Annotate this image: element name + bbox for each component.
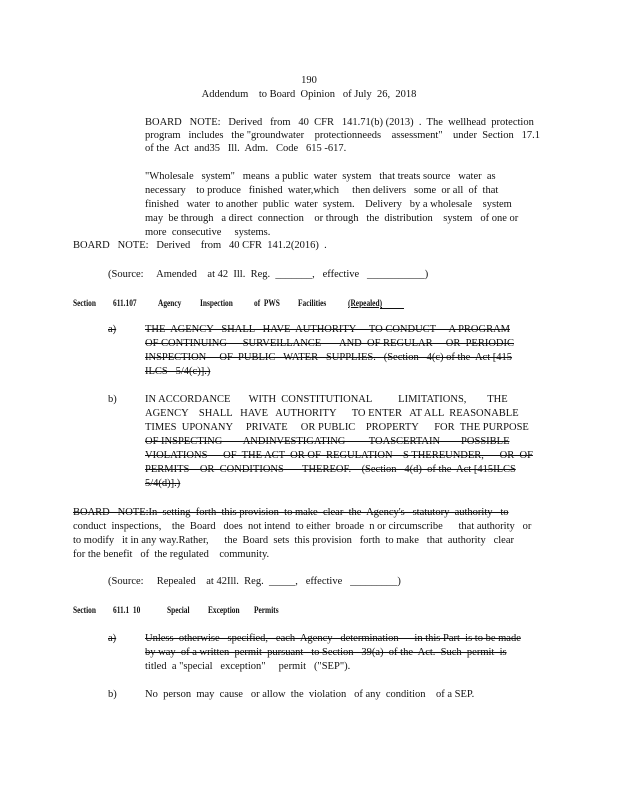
note1-line-2: program includes the "groundwater protectionneeds assessment" under Section 17.1 (145, 130, 540, 141)
note3-line-2: conduct inspections, the Board does not intend to either broade n or circumscribe that authority or (73, 521, 532, 532)
item2-a-label: a) (108, 633, 117, 644)
section2-number: 611.1 10 (113, 605, 141, 615)
board-note-derived: BOARD NOTE: Derived from 40 CFR 141.2(2016) . (73, 240, 327, 251)
section2-title-word-2: Exception (208, 605, 240, 615)
item-b-line-4: OF INSPECTING ANDINVESTIGATING TOASCERTAIN POSSIBLE (145, 436, 510, 447)
note3-line-3: to modify it in any way.Rather, the Board sets this provision forth to make that authority clear (73, 535, 514, 546)
source-repealed: (Source: Repealed at 42Ill. Reg. _____, effective _________) (108, 576, 401, 587)
item2-a-line-1: Unless otherwise specified, each Agency determination in this Part is to be made (145, 633, 521, 644)
item-b-line-7: 5/4(d)].) (145, 478, 181, 489)
wholesale-line-3: finished water to another public water system. Delivery by a wholesale system (145, 199, 512, 210)
note1-line-1: BOARD NOTE: Derived from 40 CFR 141.71(b) (2013) . The wellhead protection (145, 117, 534, 128)
page-number: 190 (301, 75, 317, 86)
section-number: 611.107 (113, 298, 137, 308)
item-a-line-3: INSPECTION OF PUBLIC WATER SUPPLIES. (Section 4(c) of the Act [415 (145, 352, 513, 363)
item-b-label: b) (108, 394, 117, 405)
item-a-label: a) (108, 324, 117, 335)
section2-label: Section (73, 605, 96, 615)
wholesale-line-5: more consecutive systems. (145, 227, 271, 238)
status-underline (380, 308, 404, 309)
item-b-line-5: VIOLATIONS OF THE ACT OR OF REGULATION S THEREUNDER, OR OF (145, 450, 533, 461)
section-title-word-2: Inspection (200, 298, 233, 308)
item-a-line-4: ILCS 5/4(c)].) (145, 366, 211, 377)
page-subtitle: Addendum to Board Opinion of July 26, 2018 (201, 89, 417, 100)
section-title-word-3: of PWS (254, 298, 280, 308)
item2-a-line-2: by way of a written permit pursuant to Section 39(a) of the Act. Such permit is (145, 647, 507, 658)
section-title-word-4: Facilities (298, 298, 327, 308)
item-a-line-2: OF CONTINUING SURVEILLANCE AND OF REGULAR OR PERIODIC (145, 338, 514, 349)
section2-title-word-3: Permits (254, 605, 279, 615)
note1-line-3: of the Act and35 Ill. Adm. Code 615 -617. (145, 143, 347, 154)
item2-b-label: b) (108, 689, 117, 700)
section-status-repealed: (Repealed) (348, 298, 383, 308)
item2-a-line-3: titled a "special exception" permit ("SEP"). (145, 661, 351, 672)
section-title-word-1: Agency (158, 298, 182, 308)
item-b-line-6: PERMITS OR CONDITIONS THEREOF. (Section 4(d) of the Act [415ILCS (145, 464, 516, 475)
item-b-line-3: TIMES UPONANY PRIVATE OR PUBLIC PROPERTY FOR THE PURPOSE (145, 422, 529, 433)
wholesale-line-4: may be through a direct connection or through the distribution system of one or (145, 213, 519, 224)
source-amended: (Source: Amended at 42 Ill. Reg. _______, effective ___________) (108, 269, 429, 280)
item-b-line-2: AGENCY SHALL HAVE AUTHORITY TO ENTER AT ALL REASONABLE (145, 408, 519, 419)
item2-b-text: No person may cause or allow the violation of any condition of a SEP. (145, 689, 475, 700)
wholesale-line-1: "Wholesale system" means a public water system that treats source water as (145, 171, 496, 182)
note3-line-4: for the benefit of the regulated community. (73, 549, 270, 560)
wholesale-line-2: necessary to produce finished water,which then delivers some or all of that (145, 185, 499, 196)
item-a-line-1: THE AGENCY SHALL HAVE AUTHORITY TO CONDUCT A PROGRAM (145, 324, 510, 335)
item-b-line-1: IN ACCORDANCE WITH CONSTITUTIONAL LIMITATIONS, THE (145, 394, 508, 405)
note3-line-1: BOARD NOTE:In setting forth this provision to make clear the Agency's statutory authority to (73, 507, 509, 518)
section-label: Section (73, 298, 96, 308)
section2-title-word-1: Special (167, 605, 190, 615)
